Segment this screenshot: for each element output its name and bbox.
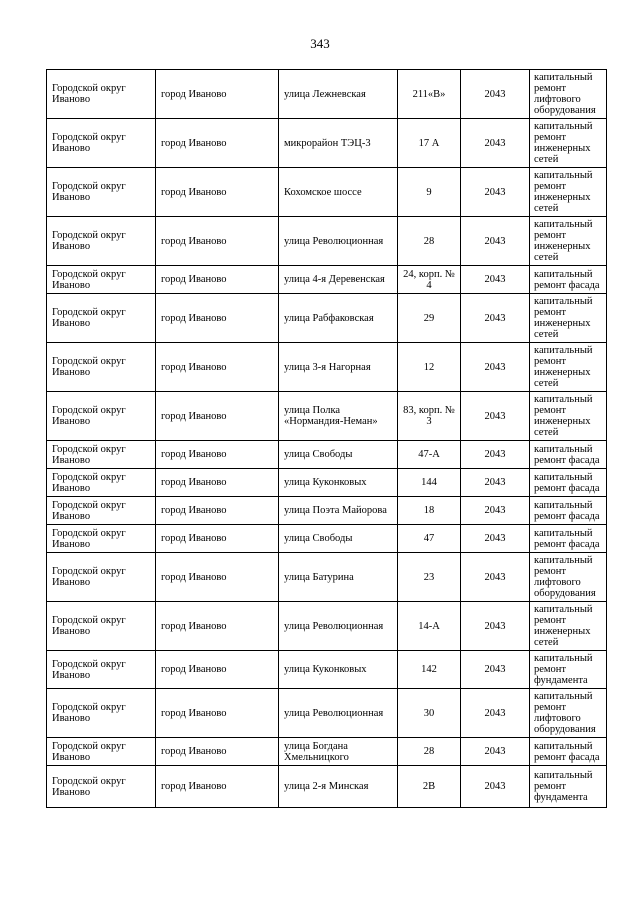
house-number-cell: 29 <box>398 294 461 343</box>
city-cell: город Иваново <box>156 689 279 738</box>
work-type-cell: капитальный ремонт инженерных сетей <box>530 168 607 217</box>
city-cell: город Иваново <box>156 602 279 651</box>
house-number-cell: 12 <box>398 343 461 392</box>
street-cell: улица 3-я Нагорная <box>279 343 398 392</box>
year-cell: 2043 <box>461 168 530 217</box>
table-row <box>47 497 607 525</box>
house-number-cell: 211«В» <box>398 70 461 119</box>
district-cell: Городской округ Иваново <box>47 553 156 602</box>
district-cell: Городской округ Иваново <box>47 294 156 343</box>
year-cell: 2043 <box>461 70 530 119</box>
city-cell: город Иваново <box>156 70 279 119</box>
city-cell: город Иваново <box>156 766 279 808</box>
work-type-cell: капитальный ремонт фасада <box>530 738 607 766</box>
district-cell: Городской округ Иваново <box>47 441 156 469</box>
year-cell: 2043 <box>461 553 530 602</box>
year-cell: 2043 <box>461 602 530 651</box>
year-cell: 2043 <box>461 651 530 689</box>
table-row <box>47 266 607 294</box>
work-type-cell: капитальный ремонт фасада <box>530 469 607 497</box>
table-row <box>47 441 607 469</box>
works-table-body <box>47 70 607 808</box>
street-cell: улица Свободы <box>279 525 398 553</box>
street-cell: улица Богдана Хмельницкого <box>279 738 398 766</box>
city-cell: город Иваново <box>156 343 279 392</box>
table-row <box>47 651 607 689</box>
district-cell: Городской округ Иваново <box>47 766 156 808</box>
street-cell: улица Лежневская <box>279 70 398 119</box>
district-cell: Городской округ Иваново <box>47 119 156 168</box>
street-cell: улица Куконковых <box>279 469 398 497</box>
street-cell: улица Поэта Майорова <box>279 497 398 525</box>
district-cell: Городской округ Иваново <box>47 497 156 525</box>
table-row <box>47 70 607 119</box>
district-cell: Городской округ Иваново <box>47 525 156 553</box>
street-cell: Кохомское шоссе <box>279 168 398 217</box>
street-cell: улица Батурина <box>279 553 398 602</box>
work-type-cell: капитальный ремонт инженерных сетей <box>530 294 607 343</box>
work-type-cell: капитальный ремонт лифтового оборудования <box>530 689 607 738</box>
house-number-cell: 24, корп. № 4 <box>398 266 461 294</box>
page-number: 343 <box>310 36 330 51</box>
work-type-cell: капитальный ремонт инженерных сетей <box>530 119 607 168</box>
works-table <box>46 69 607 808</box>
year-cell: 2043 <box>461 525 530 553</box>
city-cell: город Иваново <box>156 266 279 294</box>
table-row <box>47 119 607 168</box>
year-cell: 2043 <box>461 343 530 392</box>
city-cell: город Иваново <box>156 553 279 602</box>
district-cell: Городской округ Иваново <box>47 217 156 266</box>
street-cell: улица Революционная <box>279 602 398 651</box>
city-cell: город Иваново <box>156 168 279 217</box>
district-cell: Городской округ Иваново <box>47 168 156 217</box>
house-number-cell: 142 <box>398 651 461 689</box>
year-cell: 2043 <box>461 294 530 343</box>
city-cell: город Иваново <box>156 119 279 168</box>
house-number-cell: 83, корп. № 3 <box>398 392 461 441</box>
work-type-cell: капитальный ремонт лифтового оборудования <box>530 553 607 602</box>
table-row <box>47 168 607 217</box>
house-number-cell: 17 А <box>398 119 461 168</box>
street-cell: улица Революционная <box>279 689 398 738</box>
house-number-cell: 18 <box>398 497 461 525</box>
city-cell: город Иваново <box>156 738 279 766</box>
city-cell: город Иваново <box>156 217 279 266</box>
house-number-cell: 28 <box>398 738 461 766</box>
street-cell: улица 2-я Минская <box>279 766 398 808</box>
district-cell: Городской округ Иваново <box>47 738 156 766</box>
district-cell: Городской округ Иваново <box>47 70 156 119</box>
house-number-cell: 144 <box>398 469 461 497</box>
table-row <box>47 738 607 766</box>
city-cell: город Иваново <box>156 651 279 689</box>
city-cell: город Иваново <box>156 392 279 441</box>
work-type-cell: капитальный ремонт инженерных сетей <box>530 217 607 266</box>
district-cell: Городской округ Иваново <box>47 651 156 689</box>
year-cell: 2043 <box>461 469 530 497</box>
work-type-cell: капитальный ремонт фасада <box>530 441 607 469</box>
year-cell: 2043 <box>461 738 530 766</box>
district-cell: Городской округ Иваново <box>47 689 156 738</box>
table-row <box>47 343 607 392</box>
street-cell: улица Свободы <box>279 441 398 469</box>
table-row <box>47 553 607 602</box>
table-row <box>47 689 607 738</box>
house-number-cell: 23 <box>398 553 461 602</box>
table-row <box>47 766 607 808</box>
city-cell: город Иваново <box>156 469 279 497</box>
city-cell: город Иваново <box>156 497 279 525</box>
house-number-cell: 14-А <box>398 602 461 651</box>
work-type-cell: капитальный ремонт фасада <box>530 266 607 294</box>
work-type-cell: капитальный ремонт фундамента <box>530 766 607 808</box>
table-row <box>47 392 607 441</box>
year-cell: 2043 <box>461 119 530 168</box>
work-type-cell: капитальный ремонт фасада <box>530 525 607 553</box>
year-cell: 2043 <box>461 266 530 294</box>
work-type-cell: капитальный ремонт фасада <box>530 497 607 525</box>
house-number-cell: 28 <box>398 217 461 266</box>
street-cell: улица 4-я Деревенская <box>279 266 398 294</box>
street-cell: улица Куконковых <box>279 651 398 689</box>
table-row <box>47 602 607 651</box>
year-cell: 2043 <box>461 766 530 808</box>
city-cell: город Иваново <box>156 441 279 469</box>
table-row <box>47 525 607 553</box>
year-cell: 2043 <box>461 392 530 441</box>
house-number-cell: 9 <box>398 168 461 217</box>
city-cell: город Иваново <box>156 294 279 343</box>
year-cell: 2043 <box>461 497 530 525</box>
house-number-cell: 47 <box>398 525 461 553</box>
house-number-cell: 30 <box>398 689 461 738</box>
district-cell: Городской округ Иваново <box>47 602 156 651</box>
table-row <box>47 469 607 497</box>
year-cell: 2043 <box>461 441 530 469</box>
city-cell: город Иваново <box>156 525 279 553</box>
street-cell: микрорайон ТЭЦ-3 <box>279 119 398 168</box>
year-cell: 2043 <box>461 217 530 266</box>
work-type-cell: капитальный ремонт фундамента <box>530 651 607 689</box>
work-type-cell: капитальный ремонт инженерных сетей <box>530 392 607 441</box>
district-cell: Городской округ Иваново <box>47 266 156 294</box>
table-row <box>47 217 607 266</box>
street-cell: улица Полка «Нормандия-Неман» <box>279 392 398 441</box>
street-cell: улица Рабфаковская <box>279 294 398 343</box>
work-type-cell: капитальный ремонт инженерных сетей <box>530 602 607 651</box>
house-number-cell: 2В <box>398 766 461 808</box>
district-cell: Городской округ Иваново <box>47 392 156 441</box>
work-type-cell: капитальный ремонт инженерных сетей <box>530 343 607 392</box>
street-cell: улица Революционная <box>279 217 398 266</box>
house-number-cell: 47-А <box>398 441 461 469</box>
district-cell: Городской округ Иваново <box>47 469 156 497</box>
year-cell: 2043 <box>461 689 530 738</box>
work-type-cell: капитальный ремонт лифтового оборудования <box>530 70 607 119</box>
table-row <box>47 294 607 343</box>
district-cell: Городской округ Иваново <box>47 343 156 392</box>
